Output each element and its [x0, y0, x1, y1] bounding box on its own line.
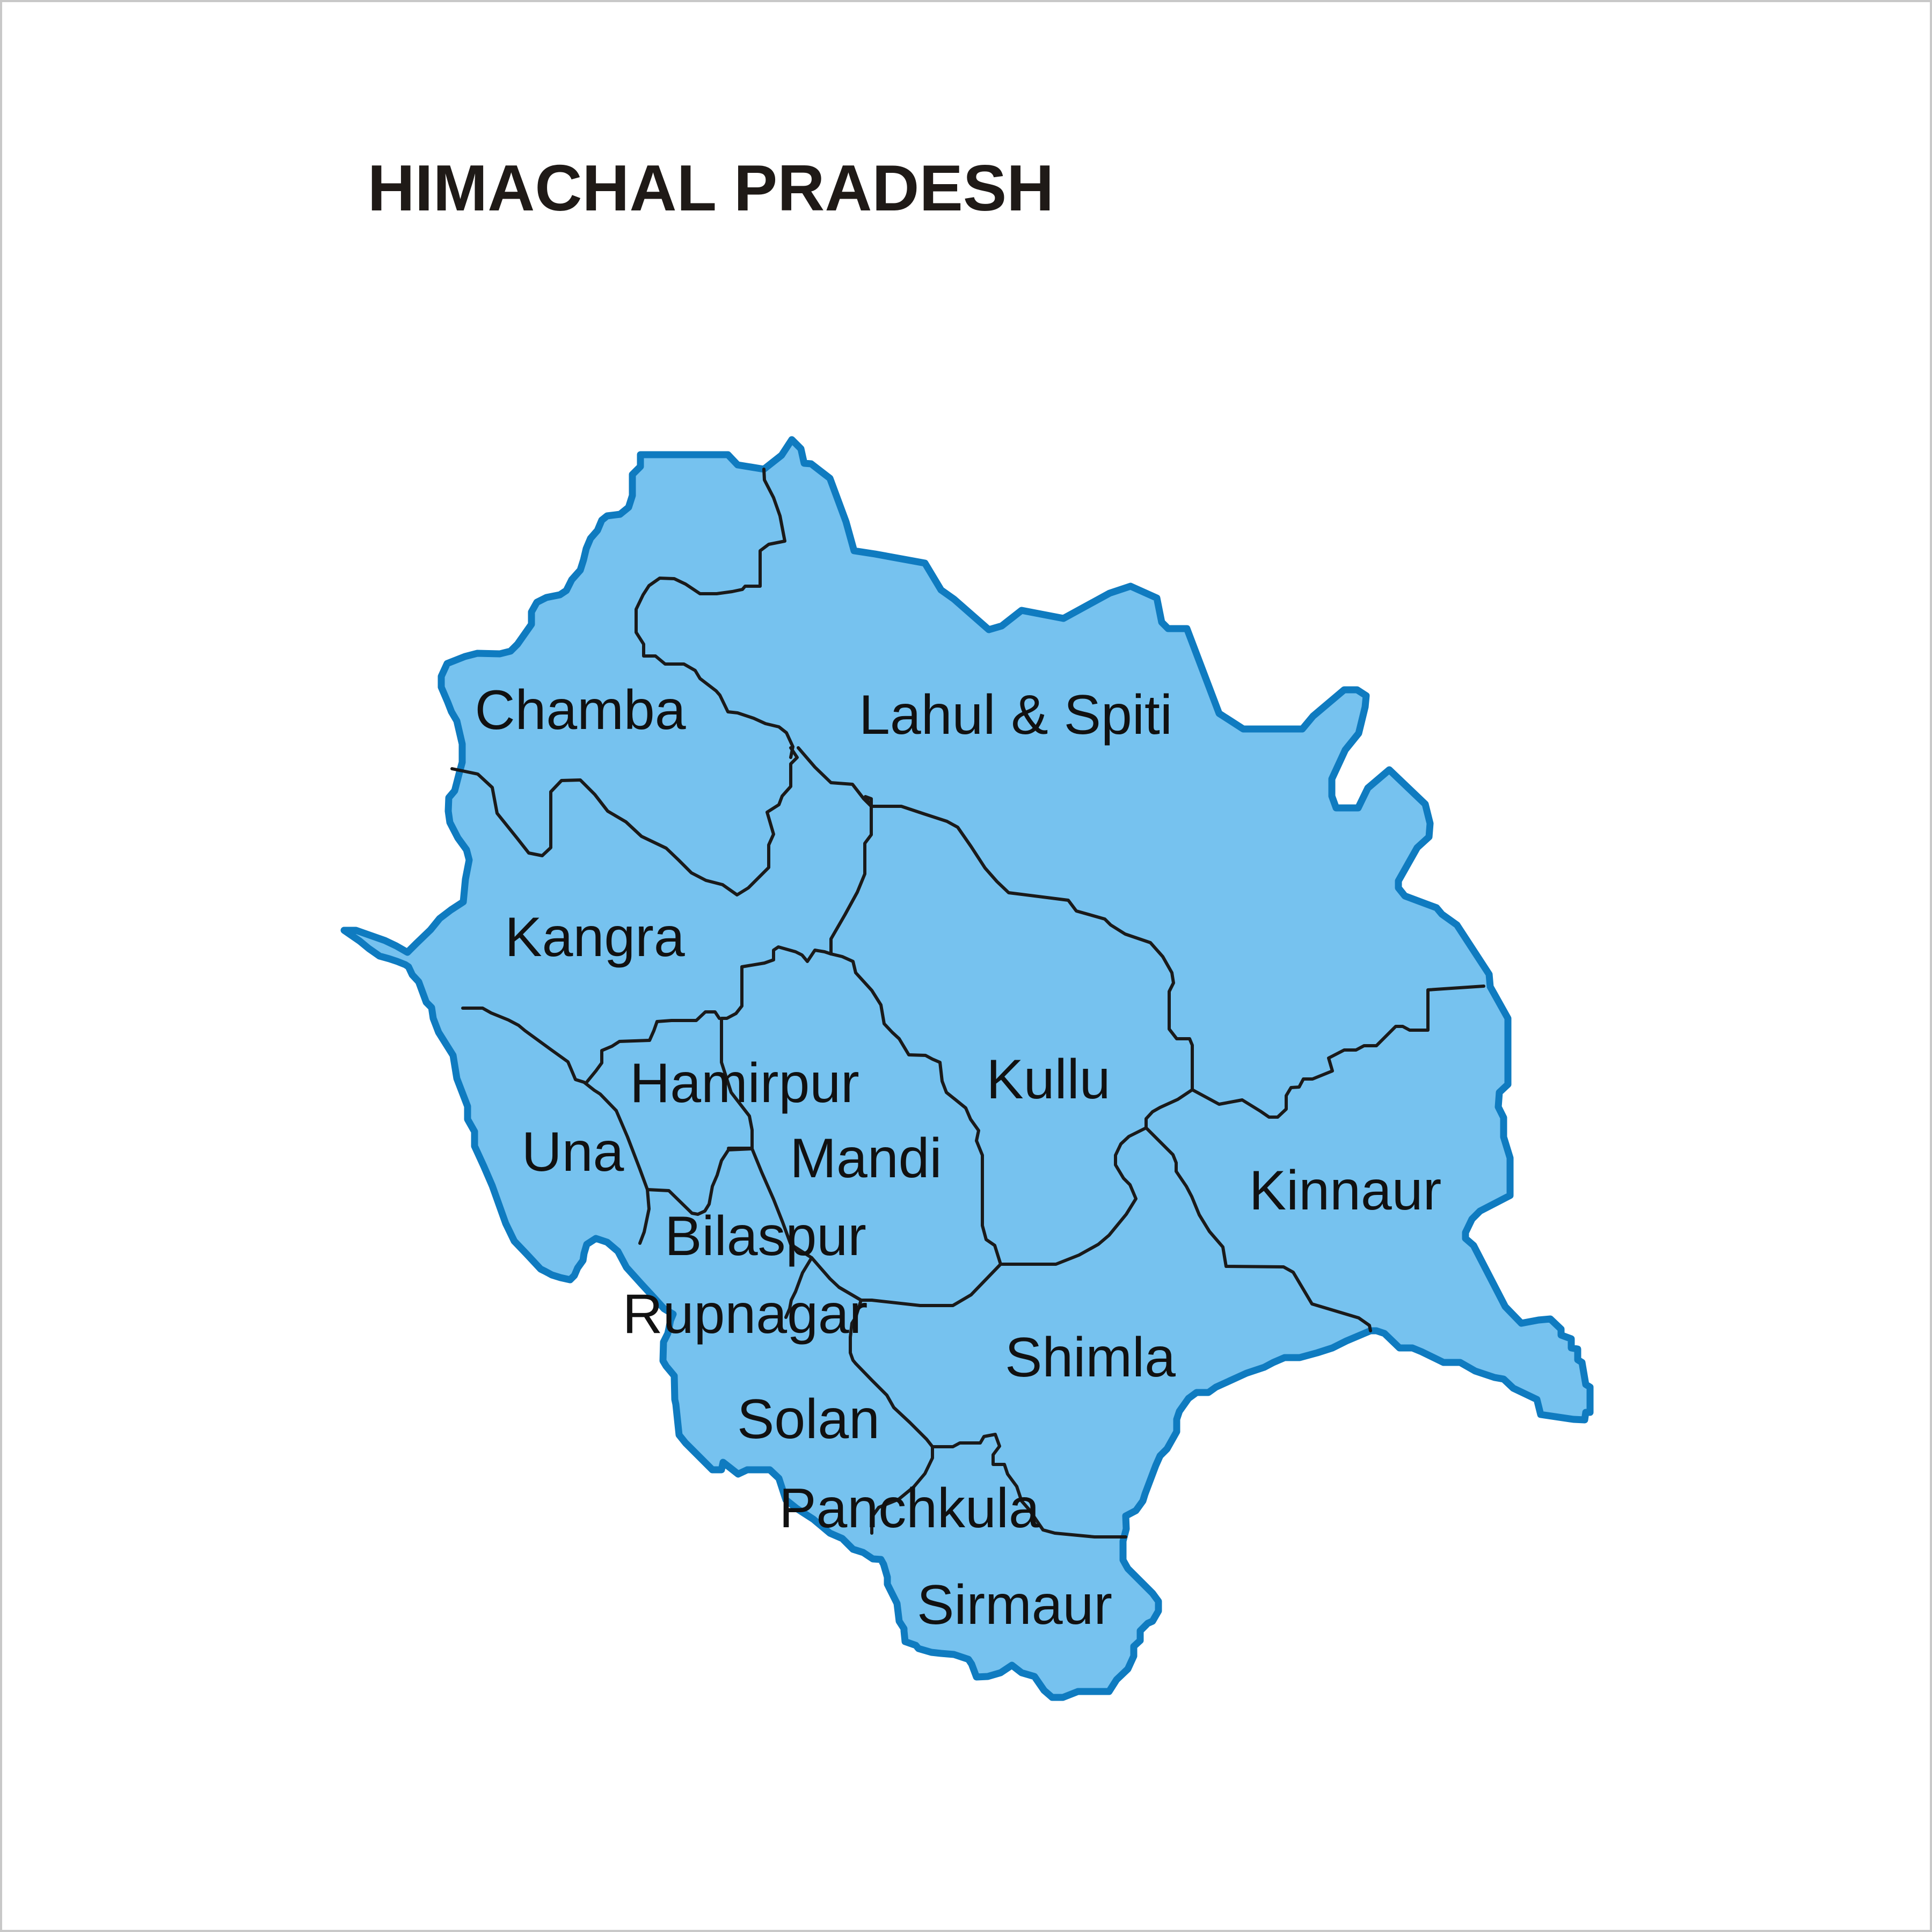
district-label-shimla[interactable]: Shimla	[1005, 1326, 1176, 1389]
map-svg	[2, 2, 1932, 1932]
district-label-kinnaur[interactable]: Kinnaur	[1249, 1160, 1442, 1222]
district-label-kangra[interactable]: Kangra	[505, 906, 685, 968]
district-label-mandi[interactable]: Mandi	[790, 1127, 942, 1190]
district-label-chamba[interactable]: Chamba	[475, 679, 686, 741]
district-label-panchkula[interactable]: Panchkula	[779, 1477, 1040, 1540]
district-label-rupnagar[interactable]: Rupnagar	[622, 1283, 868, 1345]
district-label-hamirpur[interactable]: Hamirpur	[630, 1052, 859, 1114]
district-label-una[interactable]: Una	[521, 1121, 624, 1183]
district-label-solan[interactable]: Solan	[737, 1388, 880, 1450]
district-label-kullu[interactable]: Kullu	[986, 1048, 1111, 1111]
map-title: HIMACHAL PRADESH	[367, 151, 1054, 224]
district-label-sirmaur[interactable]: Sirmaur	[916, 1574, 1113, 1636]
district-label-lahul-spiti[interactable]: Lahul & Spiti	[859, 684, 1172, 746]
district-label-bilaspur[interactable]: Bilaspur	[665, 1205, 866, 1267]
